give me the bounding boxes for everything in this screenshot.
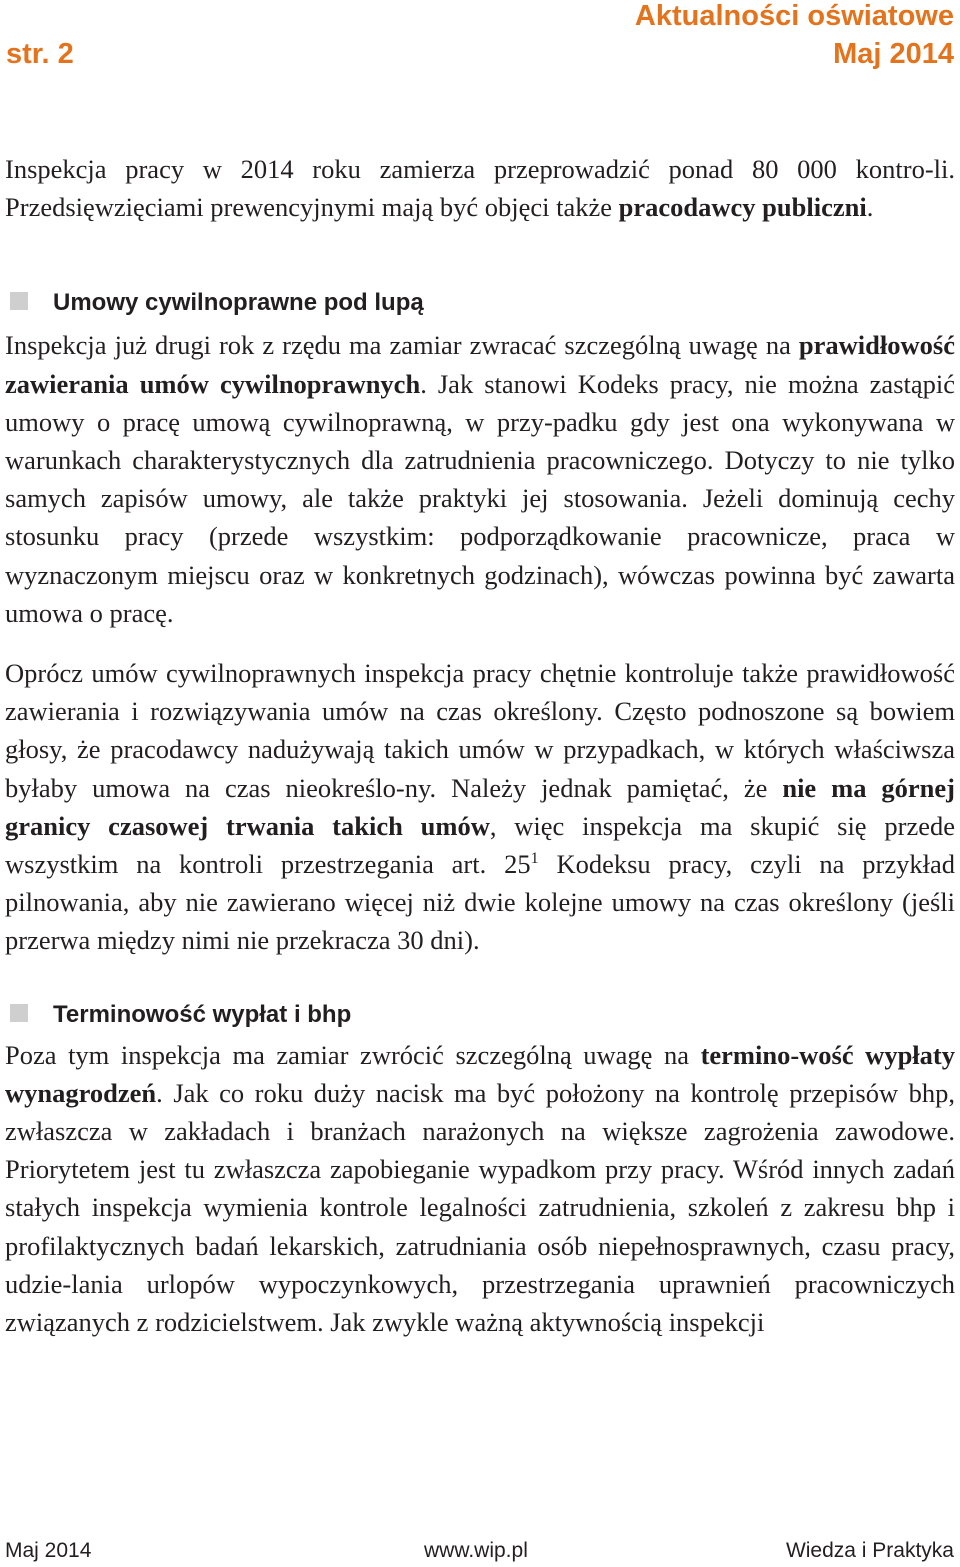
article-superscript: 1 (530, 850, 539, 868)
contracts-paragraph-2: Oprócz umów cywilnoprawnych inspekcja pracy chętnie kontroluje także prawidłowość zawierania i rozwiązywania umów na czas określony. Często podnoszone są bowiem głosy, że pracodawcy nadużywają takich umów w przypadkach, w których właściwsza byłaby umowa na czas nieokreślo-ny. Należy jednak pamiętać, że nie ma górnej granicy czasowej trwania takich umów, więc inspekcja ma skupić się przede wszystkim na kontroli przestrzegania art. $25^1$ Kodeksu pracy, czyli na przykład pilnowania, aby nie zawierano więcej niż dwie kolejne umowy na czas określony (jeśli przerwa między nimi nie przekracza 30 dni). (5, 658, 955, 956)
intro-bold: pracodawcy publiczni (618, 192, 867, 223)
section-heading-contracts: Umowy cywilnoprawne pod lupą (5, 284, 955, 322)
section-heading-payments: Terminowość wypłat i bhp (5, 996, 955, 1034)
square-bullet-icon (10, 292, 28, 310)
contracts-bold-2: nie ma górnej granicy czasowej trwania takich umów (5, 772, 955, 841)
payments-paragraph: Poza tym inspekcja ma zamiar zwrócić szczególną uwagę na termino-wość wypłaty wynagrodzeń. Jak co roku duży nacisk ma być położony na kontrolę przepisów bhp, zwłaszcza w zakładach i branżach narażonych na większe zagrożenia zawodowe. Priorytetem jest tu zwłaszcza zapobieganie wypadkom przy pracy. Wśród innych zadań stałych inspekcja wymienia kontrole legalności zatrudnienia, szkoleń z zakresu bhp i profilaktycznych badań lekarskich, zatrudniania osób niepełnosprawnych, czasu pracy, udzie-lania urlopów wypoczynkowych, przestrzegania uprawnień pracowniczych związanych z rodzicielstwem. Jak zwykle ważną aktywnością inspekcji (5, 1039, 955, 1338)
page-header (0, 0, 960, 80)
footer-date: Maj 2014 (5, 1539, 92, 1562)
page-footer (0, 1539, 960, 1567)
contracts-bold: prawidłowość zawierania umów cywilnoprawnych (5, 330, 955, 399)
page-number: str. 2 (6, 38, 74, 70)
publication-title: Aktualności oświatowe (634, 0, 954, 32)
intro-paragraph: Inspekcja pracy w 2014 roku zamierza przeprowadzić ponad 80 000 kontro-li. Przedsięwzięciami prewencyjnymi mają być objęci także pracodawcy publiczni. (5, 154, 955, 223)
contracts-paragraph-1: Inspekcja już drugi rok z rzędu ma zamiar zwracać szczególną uwagę na prawidłowość zawierania umów cywilnoprawnych. Jak stanowi Kodeks pracy, nie można zastąpić umowy o pracę umową cywilnoprawną, w przy-padku gdy jest ona wykonywana w warunkach charakterystycznych dla zatrudnienia pracowniczego. Dotyczy to nie tylko samych zapisów umowy, ale także praktyki jej stosowania. Jeżeli dominują cechy stosunku pracy (przede wszystkim: podporządkowanie pracownicze, praca w wyznaczonym miejscu oraz w konkretnych godzinach), wówczas powinna być zawarta umowa o pracę. (5, 330, 956, 628)
article-body (5, 150, 955, 1341)
issue-date: Maj 2014 (833, 38, 954, 70)
square-bullet-icon (10, 1004, 28, 1022)
footer-website: www.wip.pl (424, 1539, 528, 1562)
footer-publisher: Wiedza i Praktyka (785, 1539, 954, 1562)
payments-bold: termino-wość wypłaty wynagrodzeń (5, 1039, 955, 1108)
